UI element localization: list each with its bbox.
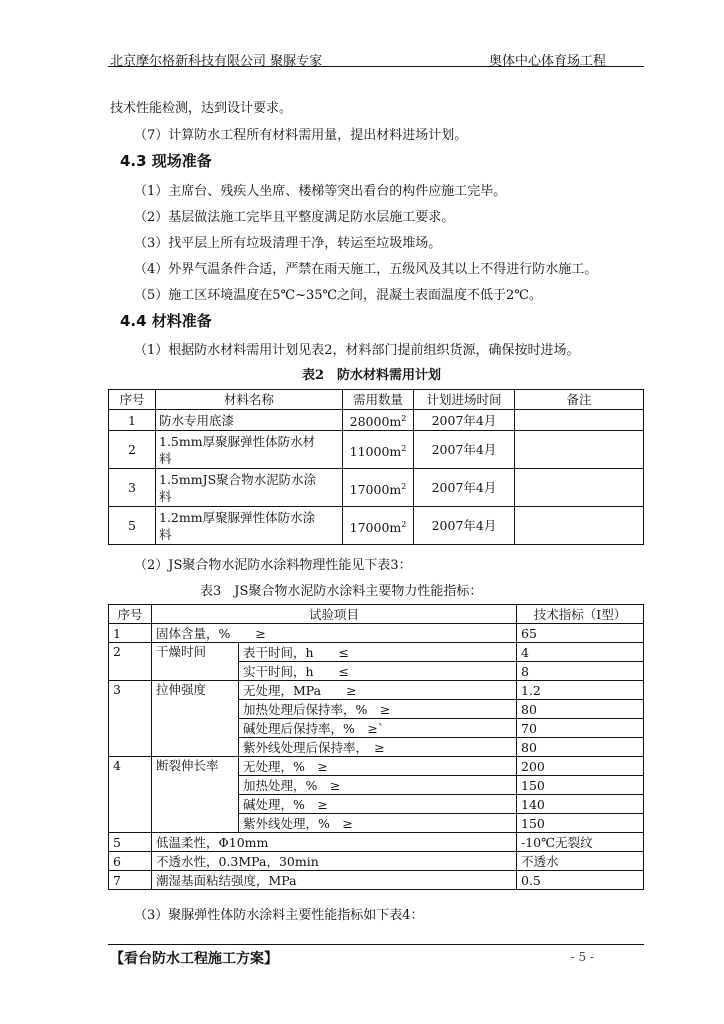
header-project: 奥体中心体育场工程 [488, 54, 606, 69]
cell-value: 70 [517, 719, 644, 738]
table-row [109, 410, 644, 431]
cell-no: 2 [109, 431, 156, 469]
cell-note [515, 469, 644, 507]
table-row [109, 431, 644, 469]
cell-name: 1.2mm厚聚脲弹性体防水涂 料 [156, 507, 343, 545]
cell-name: 1.5mm厚聚脲弹性体防水材 料 [156, 431, 343, 469]
cell-no: 3 [109, 469, 156, 507]
table-row [109, 681, 644, 700]
cell-note [515, 431, 644, 469]
cell-name: 1.5mmJS聚合物水泥防水涂 料 [156, 469, 343, 507]
cell-item: 断裂伸长率 [152, 757, 239, 833]
cell-qty: $28000m^2$ [343, 410, 414, 431]
table-header-cell: 试验项目 [152, 605, 517, 624]
cell-value: -10℃无裂纹 [517, 833, 644, 852]
cell-value: 0.5 [517, 871, 644, 890]
cell-item: 不透水性，0.3MPa，30min [152, 852, 517, 871]
cell-note [515, 410, 644, 431]
paragraph: 技术性能检测，达到设计要求。 [110, 101, 293, 116]
cell-subitem: 实干时间，h ≤ [239, 662, 517, 681]
list-item: （4）外界气温条件合适，严禁在雨天施工，五级风及其以上不得进行防水施工。 [134, 262, 598, 277]
cell-item: 低温柔性，Φ10mm [152, 833, 517, 852]
cell-date: 2007年4月 [414, 431, 515, 469]
cell-subitem: 表干时间，h ≤ [239, 643, 517, 662]
cell-qty: $17000m^2$ [343, 507, 414, 545]
cell-subitem: 无处理，% ≥ [239, 757, 517, 776]
table-row [109, 833, 644, 852]
list-item: （5）施工区环境温度在5℃~35℃之间，混凝土表面温度不低于2℃。 [134, 288, 542, 303]
cell-value: 80 [517, 738, 644, 757]
cell-name: 防水专用底漆 [156, 410, 343, 431]
table2 [108, 389, 644, 545]
cell-value: 65 [517, 624, 644, 643]
cell-item: 干燥时间 [152, 643, 239, 681]
cell-item: 固体含量，% ≥ [152, 624, 517, 643]
table-row [109, 507, 644, 545]
table-header-row [109, 390, 644, 410]
header-company: 北京摩尔格新科技有限公司 聚脲专家 [110, 54, 323, 69]
cell-no: 6 [109, 852, 152, 871]
cell-subitem: 碱处理后保持率，% ≥` [239, 719, 517, 738]
cell-date: 2007年4月 [414, 469, 515, 507]
paragraph: （2）JS聚合物水泥防水涂料物理性能见下表3： [134, 558, 412, 573]
cell-subitem: 紫外线处理后保持率， ≥ [239, 738, 517, 757]
table-row [109, 852, 644, 871]
table-row [109, 757, 644, 776]
paragraph: （1）根据防水材料需用计划见表2，材料部门提前组织货源，确保按时进场。 [134, 343, 580, 358]
cell-no: 1 [109, 410, 156, 431]
table-row [109, 624, 644, 643]
cell-no: 1 [109, 624, 152, 643]
cell-date: 2007年4月 [414, 507, 515, 545]
list-item: （2）基层做法施工完毕且平整度满足防水层施工要求。 [134, 210, 455, 225]
cell-qty: $11000m^2$ [343, 431, 414, 469]
section-title-4-3: 4.3 现场准备 [120, 152, 212, 170]
cell-value: 80 [517, 700, 644, 719]
cell-subitem: 碱处理，% ≥ [239, 795, 517, 814]
table3 [108, 604, 644, 890]
table-header-cell: 序号 [109, 605, 152, 624]
cell-item: 潮湿基面粘结强度，MPa [152, 871, 517, 890]
cell-value: 150 [517, 776, 644, 795]
cell-subitem: 加热处理，% ≥ [239, 776, 517, 795]
table-header-cell: 技术指标（Ⅰ型） [517, 605, 644, 624]
cell-no: 5 [109, 507, 156, 545]
table-row [109, 871, 644, 890]
page-number: - 5 - [570, 950, 594, 964]
list-item: （1）主席台、残疾人坐席、楼梯等突出看台的构件应施工完毕。 [134, 184, 507, 199]
cell-value: 8 [517, 662, 644, 681]
footer-divider [108, 944, 644, 945]
paragraph: （7）计算防水工程所有材料需用量，提出材料进场计划。 [134, 128, 468, 143]
list-item: （3）找平层上所有垃圾清理干净，转运至垃圾堆场。 [134, 236, 442, 251]
section-title-4-4: 4.4 材料准备 [120, 312, 212, 330]
cell-no: 2 [109, 643, 152, 681]
cell-subitem: 加热处理后保持率，% ≥ [239, 700, 517, 719]
cell-date: 2007年4月 [414, 410, 515, 431]
cell-value: 1.2 [517, 681, 644, 700]
cell-qty: $17000m^2$ [343, 469, 414, 507]
cell-value: 不透水 [517, 852, 644, 871]
cell-no: 7 [109, 871, 152, 890]
cell-no: 3 [109, 681, 152, 757]
paragraph: （3）聚脲弹性体防水涂料主要性能指标如下表4： [134, 908, 424, 923]
table-row [109, 643, 644, 662]
table-header-cell: 计划进场时间 [414, 390, 515, 410]
table2-caption: 表2 防水材料需用计划 [302, 368, 442, 383]
header-divider [108, 66, 644, 67]
footer-title: 【看台防水工程施工方案】 [110, 951, 278, 967]
cell-subitem: 无处理，MPa ≥ [239, 681, 517, 700]
cell-no: 5 [109, 833, 152, 852]
cell-value: 140 [517, 795, 644, 814]
cell-item: 拉伸强度 [152, 681, 239, 757]
table-header-cell: 材料名称 [156, 390, 343, 410]
table-row [109, 469, 644, 507]
cell-value: 150 [517, 814, 644, 833]
cell-value: 4 [517, 643, 644, 662]
table-header-cell: 需用数量 [343, 390, 414, 410]
table-header-cell: 序号 [109, 390, 156, 410]
cell-note [515, 507, 644, 545]
table-header-row [109, 605, 644, 624]
table3-caption: 表3 JS聚合物水泥防水涂料主要物力性能指标： [200, 584, 483, 599]
table-header-cell: 备注 [515, 390, 644, 410]
cell-value: 200 [517, 757, 644, 776]
cell-subitem: 紫外线处理，% ≥ [239, 814, 517, 833]
cell-no: 4 [109, 757, 152, 833]
